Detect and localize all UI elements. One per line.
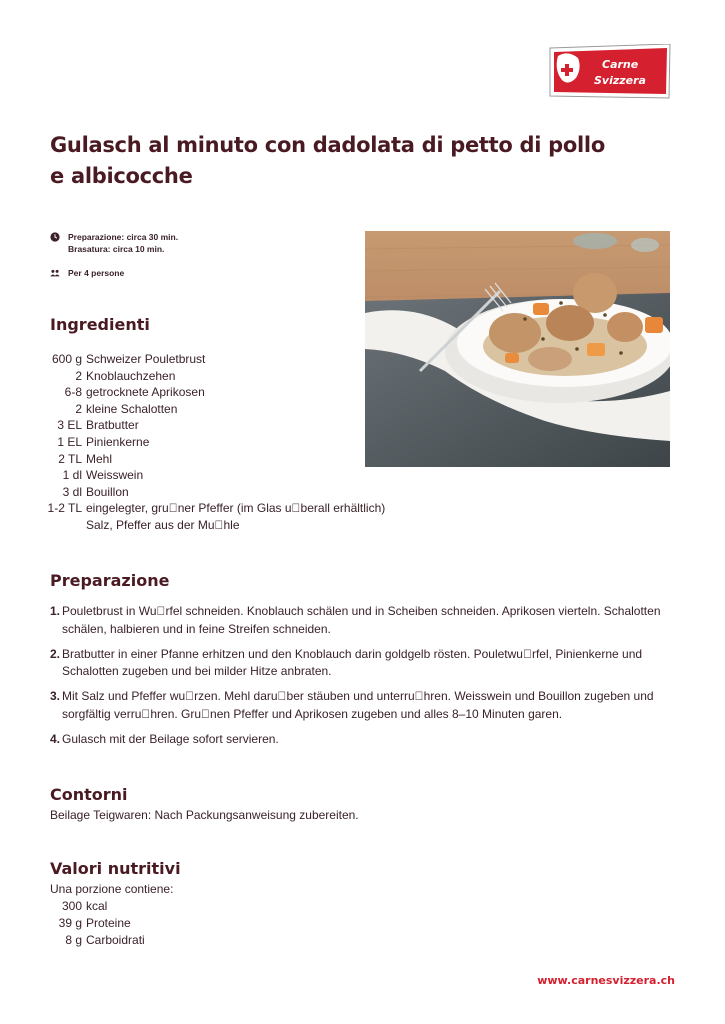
step-text: Gulasch mit der Beilage sofort servieren. bbox=[62, 731, 279, 746]
preparation-heading: Preparazione bbox=[50, 571, 170, 590]
step-item bbox=[50, 646, 670, 681]
step-number: 3. bbox=[50, 689, 61, 703]
nutrition-qty: 300 bbox=[61, 899, 82, 913]
ingredient-qty: 3 EL bbox=[57, 418, 82, 433]
step-number: 4. bbox=[50, 731, 61, 746]
ingredient-name: Knoblauchzehen bbox=[86, 368, 176, 383]
dish-photo bbox=[365, 231, 670, 467]
nutrition-qty: 39 g bbox=[58, 916, 82, 930]
ingredient-qty: 1 EL bbox=[57, 434, 82, 449]
title-line2: e albicocche bbox=[50, 164, 193, 188]
nutrition-name: kcal bbox=[86, 899, 108, 913]
ingredient-qty: 6-8 bbox=[64, 385, 82, 400]
ingredient-name: eingelegter, gru ner Pfeffer (im Glas u berall erhältlich) bbox=[86, 501, 386, 516]
servings-text: Per 4 persone bbox=[68, 268, 125, 278]
ingredient-qty: 2 TL bbox=[58, 451, 82, 466]
ingredient-qty: 2 bbox=[75, 368, 82, 383]
ingredient-name: Schweizer Pouletbrust bbox=[86, 352, 206, 366]
logo-line2: Svizzera bbox=[594, 74, 646, 87]
step-item bbox=[50, 688, 670, 723]
logo-line1: Carne bbox=[602, 58, 639, 71]
sides-heading: Contorni bbox=[50, 785, 128, 804]
clock-icon bbox=[50, 232, 60, 242]
ingredients-heading: Ingredienti bbox=[50, 315, 150, 334]
step-item bbox=[50, 603, 670, 638]
ingredient-qty: 1-2 TL bbox=[47, 501, 82, 516]
ingredient-name: Mehl bbox=[86, 451, 113, 466]
carne-svizzera-logo bbox=[548, 44, 672, 102]
sides-text: Beilage Teigwaren: Nach Packungsanweisung zubereiten. bbox=[50, 808, 359, 822]
ingredient-qty: 2 bbox=[75, 401, 82, 416]
braise-time-text: Brasatura: circa 10 min. bbox=[68, 244, 165, 254]
step-number: 2. bbox=[50, 646, 61, 661]
ingredient-name: Bouillon bbox=[86, 484, 129, 499]
title-line1: Gulasch al minuto con dadolata di petto di pollo bbox=[50, 133, 605, 157]
ingredient-name: Pinienkerne bbox=[86, 434, 150, 449]
ingredient-name: Salz, Pfeffer aus der Mu hle bbox=[86, 517, 240, 532]
step-text: Pouletbrust in Wu rfel schneiden. Knoblauch schälen und in Scheiben schneiden. Aprikosen vierteln. Schalotten schälen, halbieren und in feine Streifen schneiden. bbox=[62, 604, 661, 636]
ingredient-qty: 1 dl bbox=[62, 468, 82, 483]
nutrition-heading: Valori nutritivi bbox=[50, 859, 181, 878]
ingredient-name: kleine Schalotten bbox=[86, 401, 178, 416]
nutrition-name: Carboidrati bbox=[86, 933, 145, 947]
ingredient-name: getrocknete Aprikosen bbox=[86, 385, 205, 400]
preparation-steps bbox=[50, 603, 670, 756]
nutrition-intro: Una porzione contiene: bbox=[50, 882, 174, 896]
step-text: Bratbutter in einer Pfanne erhitzen und den Knoblauch darin goldgelb rösten. Pouletwu rfel, Pinienkerne und Schalotten zugeben und bei milder Hitze anbraten. bbox=[62, 646, 643, 678]
ingredient-name: Bratbutter bbox=[86, 418, 139, 433]
ingredient-qty: 3 dl bbox=[62, 484, 82, 499]
ingredient-name: Weisswein bbox=[86, 468, 144, 483]
ingredient-qty: 600 g bbox=[51, 352, 82, 366]
nutrition-qty: 8 g bbox=[65, 933, 82, 947]
website-link[interactable]: www.carnesvizzera.ch bbox=[537, 974, 675, 987]
nutrition-name: Proteine bbox=[86, 916, 131, 930]
people-icon bbox=[50, 268, 60, 278]
prep-time-text: Preparazione: circa 30 min. bbox=[68, 232, 179, 242]
step-number: 1. bbox=[50, 604, 61, 618]
recipe-title bbox=[50, 130, 630, 192]
step-text: Mit Salz und Pfeffer wu rzen. Mehl daru ber stäuben und unterru hren. Weisswein und Bouillon zugeben und sorgfältig verru hren. Gru nen Pfeffer und Aprikosen zugeben und alles 8–10 Minuten garen. bbox=[62, 689, 654, 721]
step-item bbox=[50, 731, 670, 749]
